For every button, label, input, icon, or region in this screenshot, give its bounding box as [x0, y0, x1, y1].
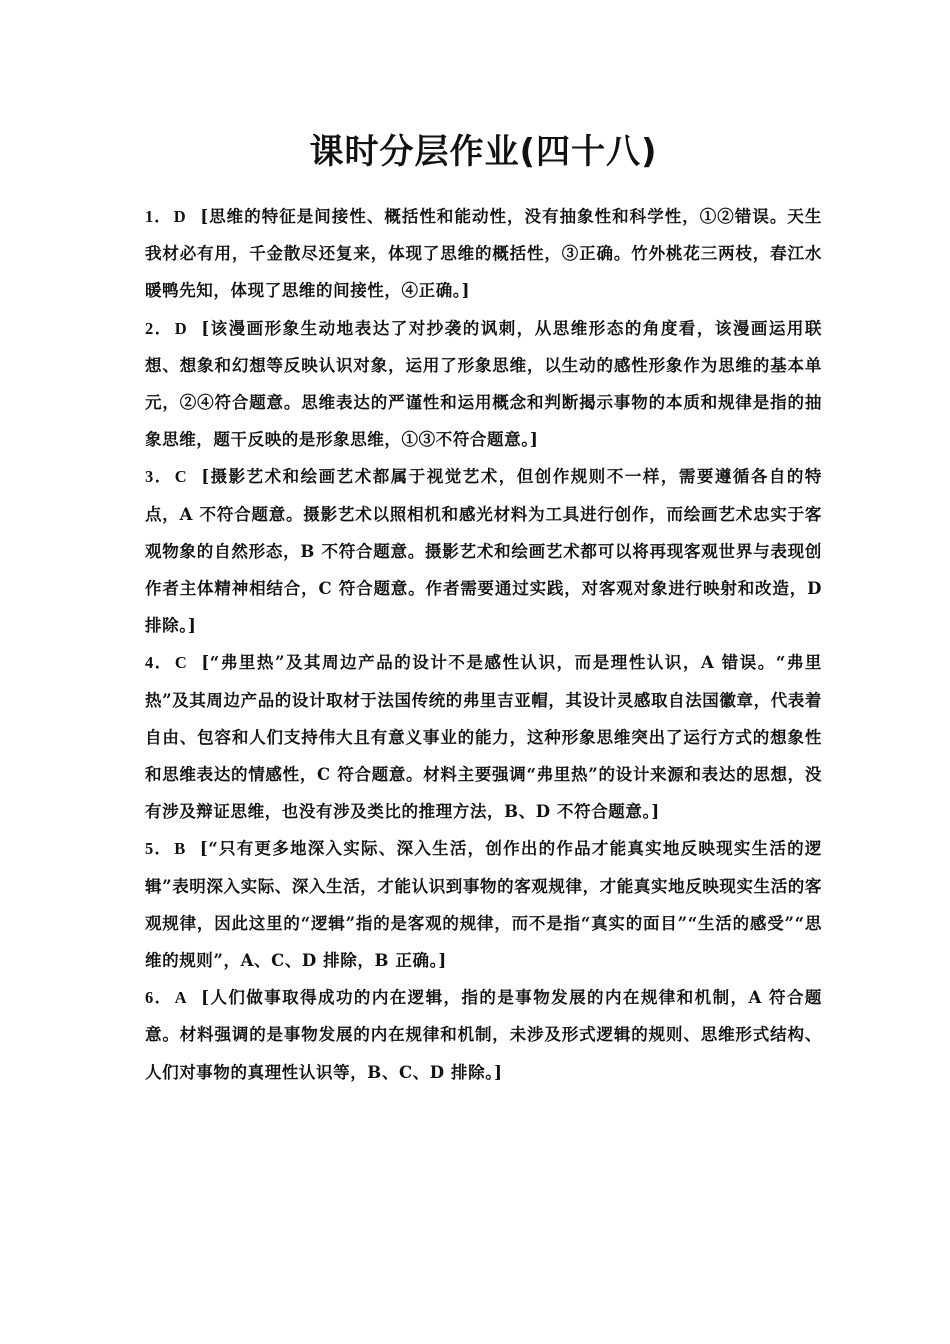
answer-choice: D: [173, 207, 187, 226]
answer-choice: C: [174, 467, 188, 487]
question-number: 1．: [145, 207, 172, 226]
answer-explanation: [“弗里热”及其周边产品的设计不是感性认识，而是理性认识，A 错误。“弗里热”及其周边产品的设计取材于法国传统的弗里吉亚帽，其设计灵感取自法国徽章，代表着自由、包容和人们支持伟大且有意义事业的能力，这种形象思维突出了运行方式的想象性和思维表达的情感性，C 符合题意。材料主要强调“弗里热”的设计来源和表达的思想，没有涉及辩证思维，也没有涉及类比的推理方法，B、D 不符合题意。]: [145, 653, 822, 822]
answer-explanation: [摄影艺术和绘画艺术都属于视觉艺术，但创作规则不一样，需要遵循各自的特点，A 不符合题意。摄影艺术以照相机和感光材料为工具进行创作，而绘画艺术忠实于客观物象的自然形态，B 不符合题意。摄影艺术和绘画艺术都可以将再现客观世界与表现创作者主体精神相结合，C 符合题意。作者需要通过实践，对客观对象进行映射和改造，D 排除。]: [145, 467, 823, 636]
answer-item-5: [145, 830, 822, 979]
answer-explanation: [思维的特征是间接性、概括性和能动性，没有抽象性和科学性，①②错误。天生我材必有用，千金散尽还复来，体现了思维的概括性，③正确。竹外桃花三两枝，春江水暖鸭先知，体现了思维的间接性，④正确。]: [145, 207, 822, 301]
answer-item-6: [145, 979, 822, 1091]
answer-item-2: [145, 310, 822, 459]
answer-choice: A: [174, 988, 188, 1008]
answer-choice: C: [174, 653, 188, 673]
answer-choice: B: [174, 839, 186, 859]
question-number: 4．: [145, 653, 173, 673]
question-number: 5．: [145, 839, 173, 859]
answer-choice: D: [174, 318, 188, 338]
question-number: 2．: [145, 318, 173, 338]
question-number: 3．: [145, 467, 173, 487]
answer-explanation: [人们做事取得成功的内在逻辑，指的是事物发展的内在规律和机制，A 符合题意。材料强调的是事物发展的内在规律和机制，未涉及形式逻辑的规则、思维形式结构、人们对事物的真理性认识等，B、C、D 排除。]: [145, 988, 823, 1082]
answer-explanation: [“只有更多地深入实际、深入生活，创作出的作品才能真实地反映现实生活的逻辑”表明深入实际、深入生活，才能认识到事物的客观规律，才能真实地反映现实生活的客观规律，因此这里的“逻辑”指的是客观的规律，而不是指“真实的面目”“生活的感受”“思维的规则”，A、C、D 排除，B 正确。]: [145, 839, 822, 971]
page-title: 课时分层作业(四十八): [309, 132, 658, 172]
answer-item-1: [145, 198, 822, 310]
question-number: 6．: [145, 988, 173, 1008]
answer-item-3: [145, 458, 822, 644]
answer-explanation: [该漫画形象生动地表达了对抄袭的讽刺，从思维形态的角度看，该漫画运用联想、想象和幻想等反映认识对象，运用了形象思维，以生动的感性形象作为思维的基本单元，②④符合题意。思维表达的严谨性和运用概念和判断揭示事物的本质和规律是指的抽象思维，题干反映的是形象思维，①③不符合题意。]: [145, 318, 823, 450]
answer-list: [145, 198, 822, 1091]
answer-item-4: [145, 644, 822, 830]
